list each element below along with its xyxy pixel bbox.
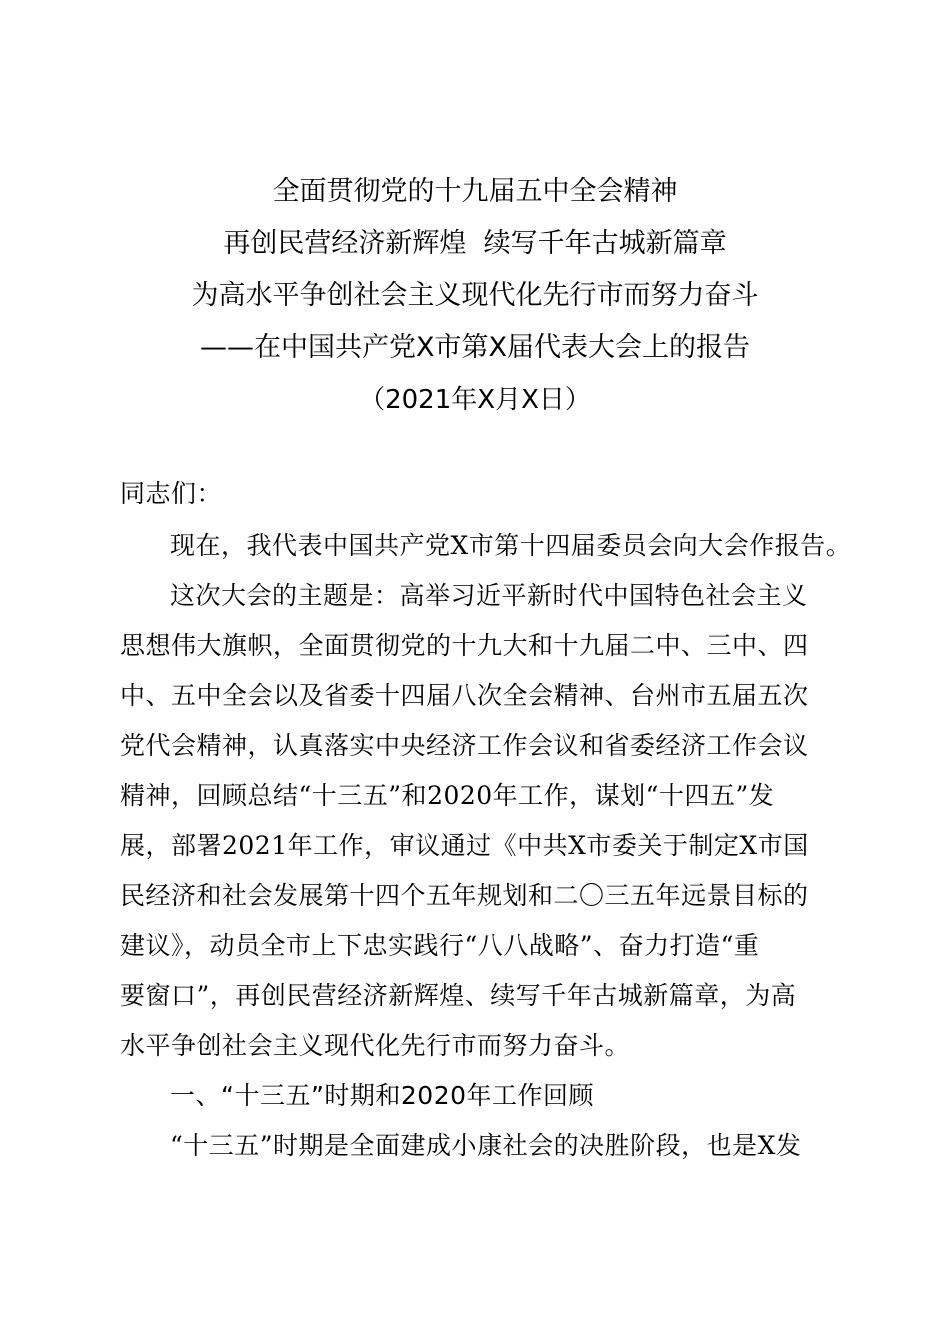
salutation: 同志们： (120, 479, 223, 508)
section-1-first-line: “十三五”时期是全面建成小康社会的决胜阶段，也是X发 (170, 1131, 802, 1160)
theme-line-6: 展，部署2021年工作，审议通过《中共X市委关于制定X市国 (120, 831, 809, 860)
theme-line-7: 民经济和社会发展第十四个五年规划和二〇三五年远景目标的 (120, 881, 809, 910)
subtitle-line: ——在中国共产党X市第X届代表大会上的报告 (200, 332, 750, 363)
paragraph-opening-text: 现在，我代表中国共产党X市第十四届委员会向大会作报告。 (170, 531, 852, 560)
title-line-3: 为高水平争创社会主义现代化先行市而努力奋斗 (191, 280, 759, 311)
report-date: （2021年X月X日） (359, 385, 591, 415)
theme-line-9: 要窗口”，再创民营经济新辉煌、续写千年古城新篇章，为高 (120, 981, 797, 1010)
paragraph-opening (120, 521, 852, 571)
report-body (120, 469, 852, 1171)
paragraph-theme (120, 571, 835, 1071)
theme-line-8: 建议》，动员全市上下忠实践行“八八战略”、奋力打造“重 (120, 931, 760, 960)
theme-line-4: 党代会精神，认真落实中央经济工作会议和省委经济工作会议 (120, 731, 809, 760)
title-line-2: 再创民营经济新辉煌 续写千年古城新篇章 (223, 228, 727, 259)
theme-line-3: 中、五中全会以及省委十四届八次全会精神、台州市五届五次 (120, 681, 809, 710)
theme-line-5: 精神，回顾总结“十三五”和2020年工作，谋划“十四五”发 (120, 781, 775, 810)
section-heading-1: 一、“十三五”时期和2020年工作回顾 (170, 1081, 595, 1110)
report-title-block (0, 166, 950, 426)
theme-line-10: 水平争创社会主义现代化先行市而努力奋斗。 (120, 1031, 631, 1060)
theme-line-2: 思想伟大旗帜，全面贯彻党的十九大和十九届二中、三中、四 (120, 631, 809, 660)
theme-line-1: 这次大会的主题是：高举习近平新时代中国特色社会主义 (170, 581, 808, 610)
title-line-1: 全面贯彻党的十九届五中全会精神 (272, 176, 678, 207)
